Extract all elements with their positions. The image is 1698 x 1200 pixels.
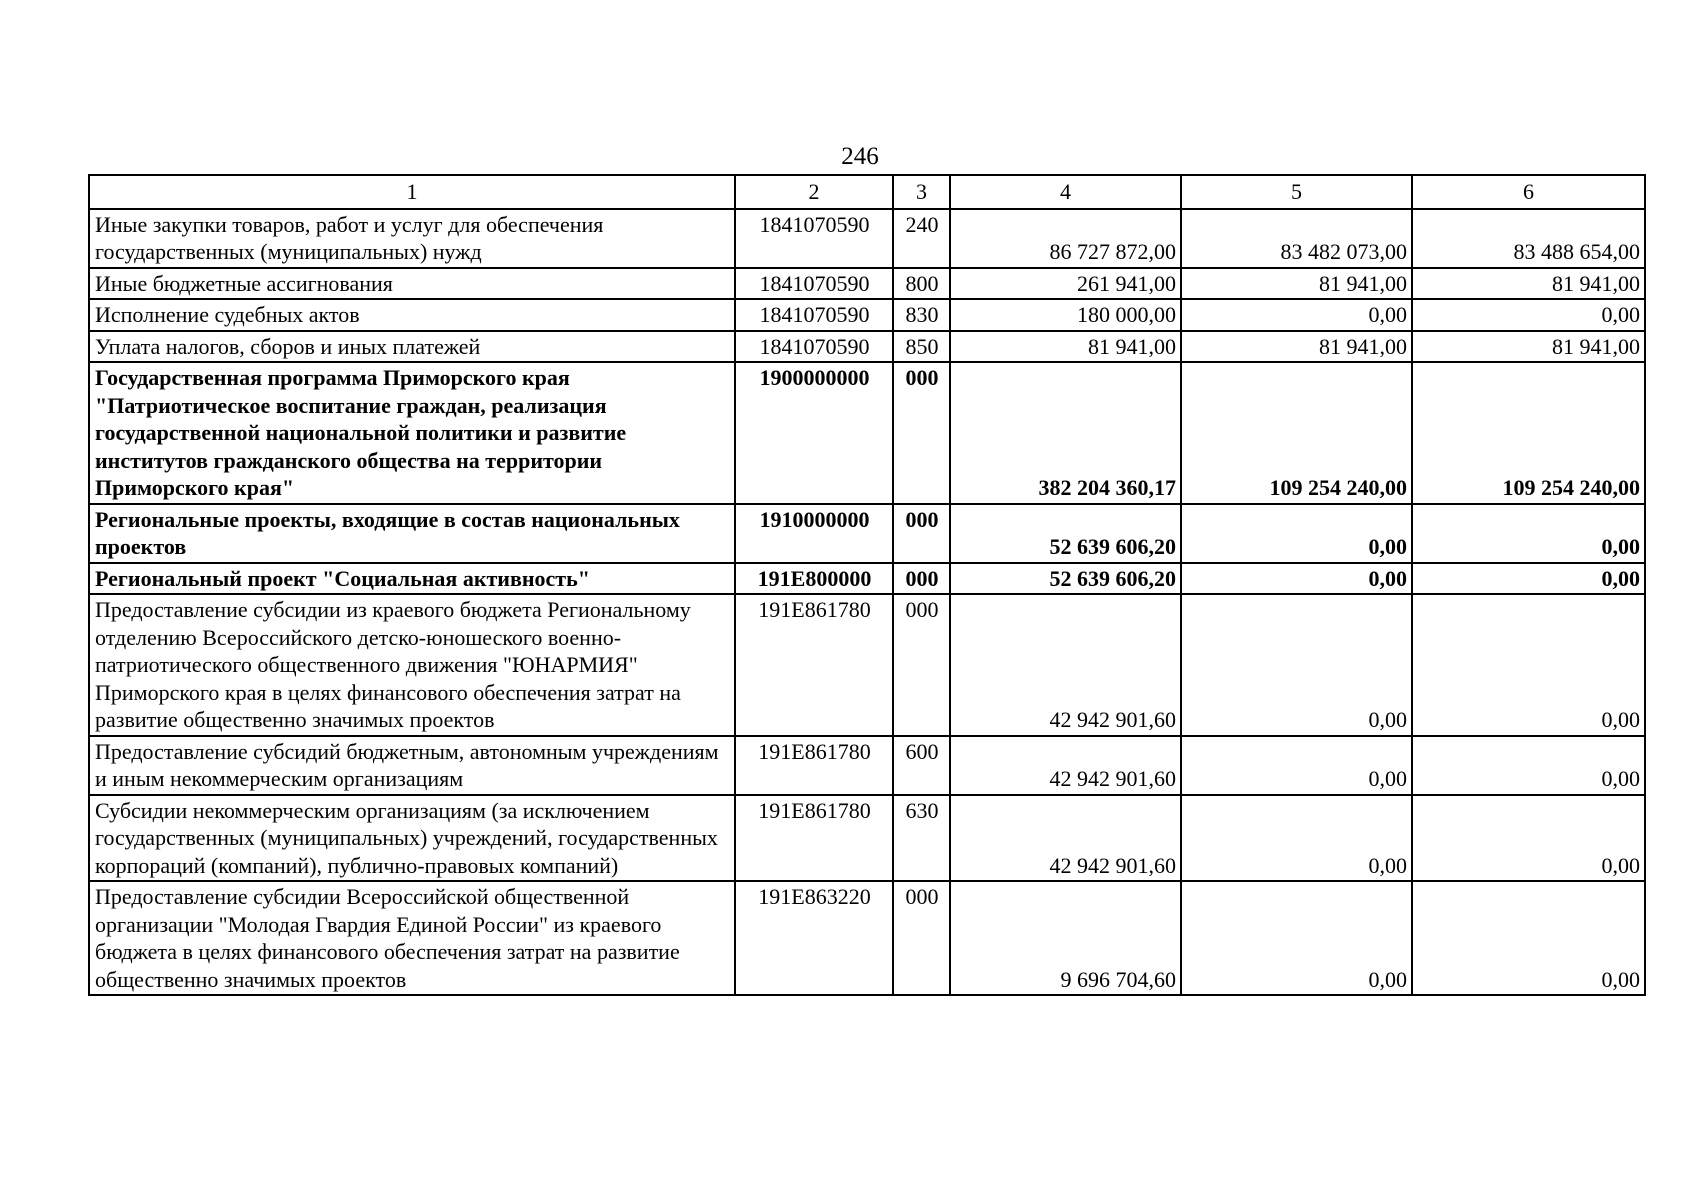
row-amount-5: 0,00 bbox=[1181, 299, 1412, 331]
row-amount-6: 81 941,00 bbox=[1412, 268, 1645, 300]
row-amount-4: 52 639 606,20 bbox=[950, 563, 1181, 595]
table-row bbox=[89, 299, 1645, 331]
row-type: 850 bbox=[893, 331, 950, 363]
row-amount-4: 42 942 901,60 bbox=[950, 736, 1181, 795]
row-amount-6: 81 941,00 bbox=[1412, 331, 1645, 363]
table-row bbox=[89, 563, 1645, 595]
column-header: 5 bbox=[1181, 175, 1412, 209]
column-header: 4 bbox=[950, 175, 1181, 209]
row-amount-6: 0,00 bbox=[1412, 563, 1645, 595]
page-number: 246 bbox=[841, 143, 879, 170]
row-amount-6: 0,00 bbox=[1412, 881, 1645, 995]
row-amount-6: 109 254 240,00 bbox=[1412, 362, 1645, 504]
row-name: Исполнение судебных актов bbox=[89, 299, 735, 331]
table-row bbox=[89, 504, 1645, 563]
row-code: 1910000000 bbox=[735, 504, 893, 563]
row-name: Предоставление субсидии из краевого бюджета Региональному отделению Всероссийского детско-юношеского военно-патриотического общественного движения "ЮНАРМИЯ" Приморского края в целях финансового обеспечения затрат на развитие общественно значимых проектов bbox=[89, 594, 735, 736]
row-type: 000 bbox=[893, 881, 950, 995]
row-amount-4: 42 942 901,60 bbox=[950, 594, 1181, 736]
table-row bbox=[89, 362, 1645, 504]
row-amount-4: 9 696 704,60 bbox=[950, 881, 1181, 995]
row-code: 1841070590 bbox=[735, 268, 893, 300]
row-name: Государственная программа Приморского края "Патриотическое воспитание граждан, реализация государственной национальной политики и развитие институтов гражданского общества на территории Приморского края" bbox=[89, 362, 735, 504]
row-amount-6: 0,00 bbox=[1412, 504, 1645, 563]
row-code: 1841070590 bbox=[735, 209, 893, 268]
row-amount-5: 0,00 bbox=[1181, 795, 1412, 882]
row-amount-4: 180 000,00 bbox=[950, 299, 1181, 331]
row-type: 000 bbox=[893, 362, 950, 504]
row-amount-6: 83 488 654,00 bbox=[1412, 209, 1645, 268]
row-type: 630 bbox=[893, 795, 950, 882]
row-amount-4: 86 727 872,00 bbox=[950, 209, 1181, 268]
row-code: 191E861780 bbox=[735, 736, 893, 795]
row-amount-5: 81 941,00 bbox=[1181, 268, 1412, 300]
row-code: 1841070590 bbox=[735, 331, 893, 363]
row-type: 800 bbox=[893, 268, 950, 300]
row-type: 240 bbox=[893, 209, 950, 268]
row-code: 1900000000 bbox=[735, 362, 893, 504]
row-amount-5: 0,00 bbox=[1181, 563, 1412, 595]
table-row bbox=[89, 795, 1645, 882]
row-name: Уплата налогов, сборов и иных платежей bbox=[89, 331, 735, 363]
row-type: 600 bbox=[893, 736, 950, 795]
row-name: Региональный проект "Социальная активность" bbox=[89, 563, 735, 595]
row-amount-5: 109 254 240,00 bbox=[1181, 362, 1412, 504]
row-code: 191E861780 bbox=[735, 795, 893, 882]
row-amount-6: 0,00 bbox=[1412, 736, 1645, 795]
row-code: 191E861780 bbox=[735, 594, 893, 736]
row-code: 191E863220 bbox=[735, 881, 893, 995]
row-code: 191E800000 bbox=[735, 563, 893, 595]
row-amount-5: 0,00 bbox=[1181, 504, 1412, 563]
header-row bbox=[89, 175, 1645, 209]
table-row bbox=[89, 881, 1645, 995]
row-amount-5: 0,00 bbox=[1181, 594, 1412, 736]
table-row bbox=[89, 736, 1645, 795]
row-amount-4: 261 941,00 bbox=[950, 268, 1181, 300]
row-amount-6: 0,00 bbox=[1412, 594, 1645, 736]
row-amount-6: 0,00 bbox=[1412, 795, 1645, 882]
row-name: Иные закупки товаров, работ и услуг для обеспечения государственных (муниципальных) нужд bbox=[89, 209, 735, 268]
budget-table bbox=[88, 174, 1646, 996]
table-row bbox=[89, 209, 1645, 268]
row-code: 1841070590 bbox=[735, 299, 893, 331]
row-amount-5: 0,00 bbox=[1181, 881, 1412, 995]
column-header: 6 bbox=[1412, 175, 1645, 209]
row-amount-4: 81 941,00 bbox=[950, 331, 1181, 363]
row-name: Субсидии некоммерческим организациям (за исключением государственных (муниципальных) учреждений, государственных корпораций (компаний), публично-правовых компаний) bbox=[89, 795, 735, 882]
row-name: Предоставление субсидий бюджетным, автономным учреждениям и иным некоммерческим организациям bbox=[89, 736, 735, 795]
row-amount-5: 0,00 bbox=[1181, 736, 1412, 795]
column-header: 1 bbox=[89, 175, 735, 209]
row-type: 830 bbox=[893, 299, 950, 331]
column-header: 3 bbox=[893, 175, 950, 209]
row-name: Предоставление субсидии Всероссийской общественной организации "Молодая Гвардия Единой России" из краевого бюджета в целях финансового обеспечения затрат на развитие общественно значимых проектов bbox=[89, 881, 735, 995]
row-name: Региональные проекты, входящие в состав национальных проектов bbox=[89, 504, 735, 563]
row-name: Иные бюджетные ассигнования bbox=[89, 268, 735, 300]
row-amount-4: 52 639 606,20 bbox=[950, 504, 1181, 563]
table-row bbox=[89, 268, 1645, 300]
table-row bbox=[89, 594, 1645, 736]
row-type: 000 bbox=[893, 594, 950, 736]
table-row bbox=[89, 331, 1645, 363]
column-header: 2 bbox=[735, 175, 893, 209]
row-type: 000 bbox=[893, 504, 950, 563]
row-amount-5: 81 941,00 bbox=[1181, 331, 1412, 363]
row-amount-4: 382 204 360,17 bbox=[950, 362, 1181, 504]
row-type: 000 bbox=[893, 563, 950, 595]
row-amount-6: 0,00 bbox=[1412, 299, 1645, 331]
row-amount-4: 42 942 901,60 bbox=[950, 795, 1181, 882]
row-amount-5: 83 482 073,00 bbox=[1181, 209, 1412, 268]
